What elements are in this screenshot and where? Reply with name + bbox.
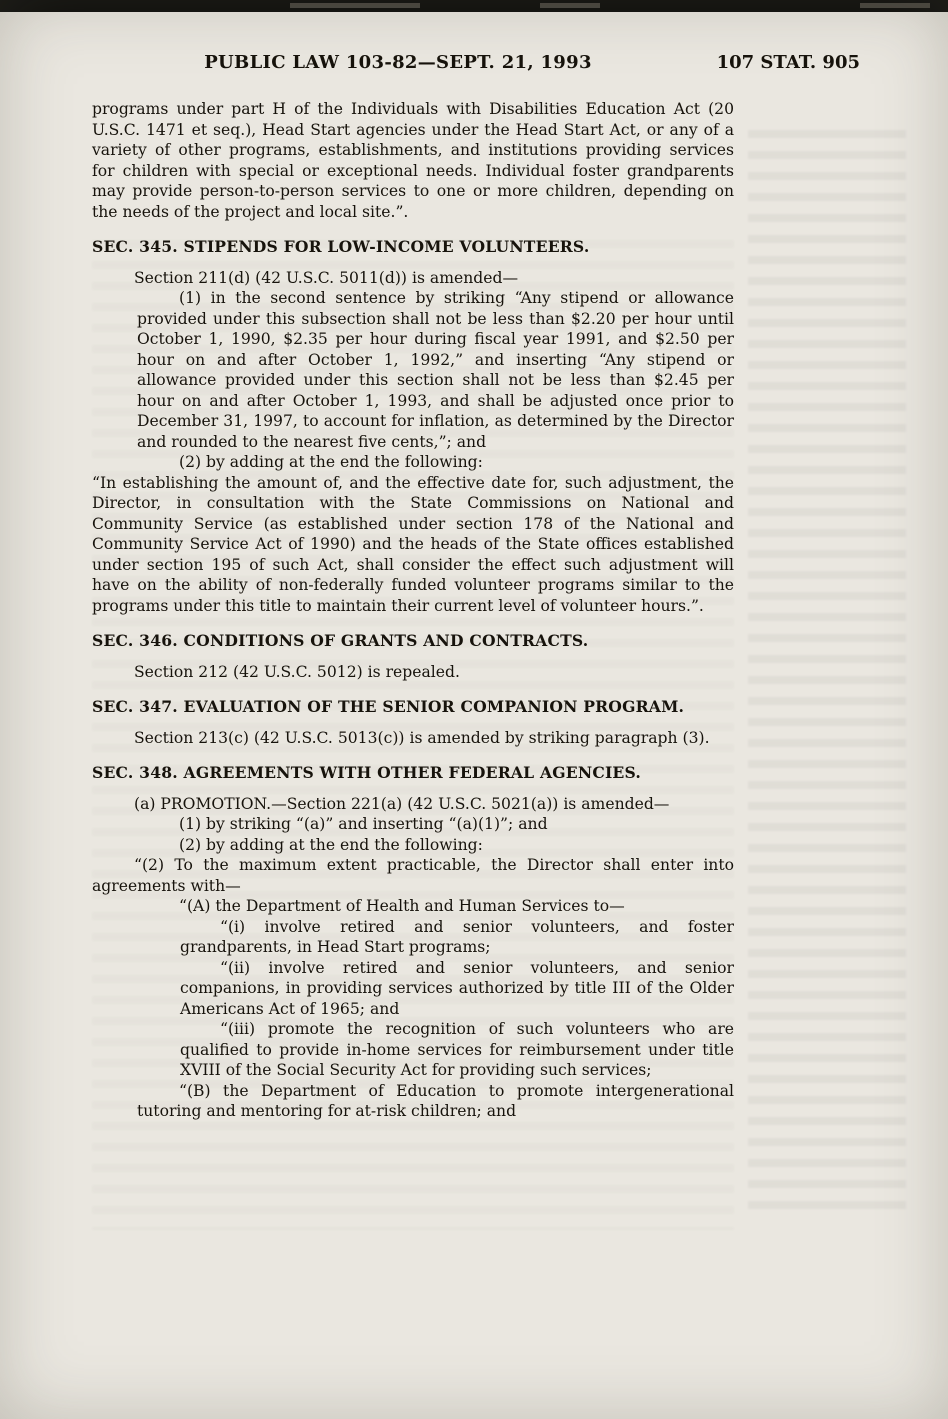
clause-345-2: (2) by adding at the end the following:: [179, 453, 483, 471]
heading-sec-346: SEC. 346. CONDITIONS OF GRANTS AND CONTRACTS.: [92, 631, 589, 650]
subpara-B-education: “(B) the Department of Education to promote intergenerational tutoring and mentoring for at-risk children; and: [137, 1081, 734, 1120]
para-sec348-promotion: (a) PROMOTION.—Section 221(a) (42 U.S.C. 5021(a)) is amended—: [134, 794, 670, 813]
page-header: [92, 52, 860, 78]
heading-sec-345: SEC. 345. STIPENDS FOR LOW-INCOME VOLUNTEERS.: [92, 237, 590, 256]
scan-artifact-notch: [290, 3, 420, 8]
heading-sec-348: SEC. 348. AGREEMENTS WITH OTHER FEDERAL AGENCIES.: [92, 763, 642, 782]
para-sec346-text: Section 212 (42 U.S.C. 5012) is repealed.: [134, 662, 460, 681]
para-sec347-text: Section 213(c) (42 U.S.C. 5013(c)) is amended by striking paragraph (3).: [134, 728, 710, 747]
statute-body: [92, 99, 734, 1122]
heading-sec-347: SEC. 347. EVALUATION OF THE SENIOR COMPANION PROGRAM.: [92, 697, 685, 716]
clause-348-1: (1) by striking “(a)” and inserting “(a)(1)”; and: [179, 815, 548, 833]
stat-page-number: 107 STAT. 905: [716, 52, 860, 73]
law-title: PUBLIC LAW 103-82—SEPT. 21, 1993: [204, 52, 592, 73]
paragraph-foster-grandparents: programs under part H of the Individuals with Disabilities Education Act (20 U.S.C. 1471 et seq.), Head Start agencies under the Head Start Act, or any of a variety of other programs, establishments, and institutions providing services for children with special or exceptional needs. Individual foster grandparents may provide person-to-person services to one or more children, depending on the needs of the project and local site.”.: [92, 100, 734, 221]
clause-348-2: (2) by adding at the end the following:: [179, 835, 483, 854]
subclause-ii-older-americans: “(ii) involve retired and senior volunteers, and senior companions, in providing services authorized by title III of the Older Americans Act of 1965; and: [180, 958, 734, 1018]
para-sec345-intro: Section 211(d) (42 U.S.C. 5011(d)) is amended—: [134, 268, 519, 287]
scan-artifact-top-bar: [0, 0, 948, 12]
clause-345-1: (1) in the second sentence by striking “Any stipend or allowance provided under this subsection shall not be less than $2.20 per hour until October 1, 1990, $2.35 per hour during fiscal year 1991, and $2.50 per hour on and after October 1, 1992,” and inserting “Any stipend or allowance provided under this section shall not be less than $2.45 per hour on and after October 1, 1993, and shall be adjusted once prior to December 31, 1997, to account for inflation, as determined by the Director and rounded to the nearest five cents,”; and: [137, 289, 734, 451]
scan-artifact-notch: [540, 3, 600, 8]
bleed-through-artifact: [748, 130, 906, 1220]
subclause-i-head-start: “(i) involve retired and senior volunteers, and foster grandparents, in Head Start programs;: [180, 917, 734, 956]
para-quoted-establishing: “In establishing the amount of, and the effective date for, such adjustment, the Director, in consultation with the State Commissions on National and Community Service (as established under section 178 of the National and Community Service Act of 1990) and the heads of the State offices established under section 195 of such Act, shall consider the effect such adjustment will have on the ability of non-federally funded volunteer programs similar to the programs under this title to maintain their current level of volunteer hours.”.: [92, 473, 734, 615]
subclause-iii-social-security: “(iii) promote the recognition of such volunteers who are qualified to provide in-home services for reimbursement under title XVIII of the Social Security Act for providing such services;: [180, 1020, 734, 1079]
scan-artifact-notch: [860, 3, 930, 8]
para-quoted-paragraph-2: “(2) To the maximum extent practicable, the Director shall enter into agreements with—: [92, 856, 734, 895]
subpara-A-hhs: “(A) the Department of Health and Human Services to—: [179, 897, 625, 915]
